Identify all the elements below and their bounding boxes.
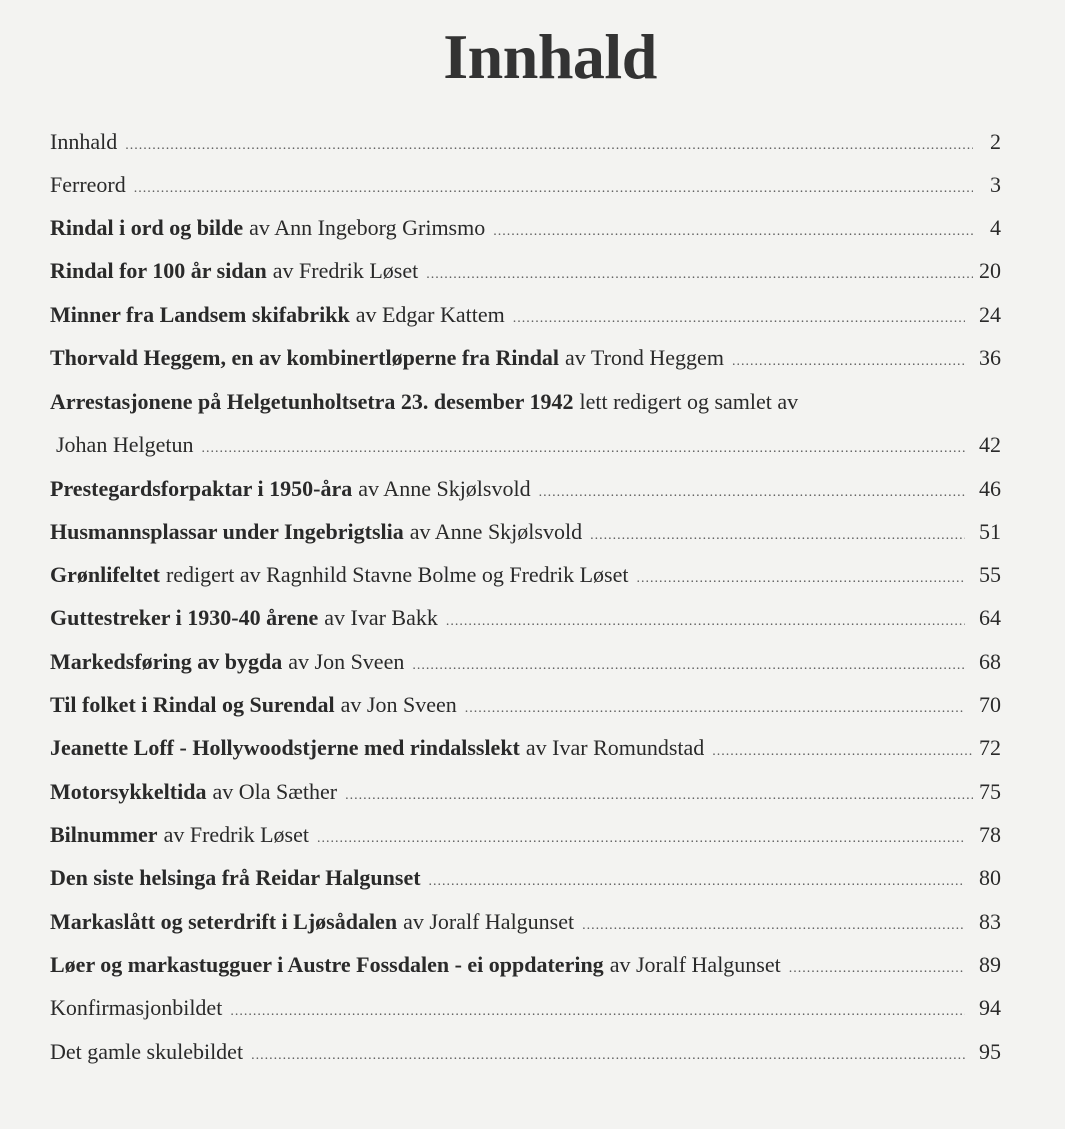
entry-page-number: 42 [979, 432, 1001, 457]
entry-page-number: 78 [979, 822, 1001, 847]
toc-entry [50, 905, 1001, 939]
toc-entry [50, 775, 1001, 809]
dot-leader [345, 779, 973, 813]
entry-page-number: 70 [979, 692, 1001, 717]
dot-leader [539, 476, 965, 510]
entry-title: Løer og markastugguer i Austre Fossdalen - ei oppdatering [50, 952, 604, 977]
entry-page-number: 4 [990, 215, 1001, 240]
entry-title: Bilnummer [50, 822, 158, 847]
entry-title: Ferreord [50, 172, 126, 197]
dot-leader [134, 172, 973, 206]
entry-author: av Jon Sveen [340, 692, 457, 717]
entry-page-number: 3 [990, 172, 1001, 197]
entry-author: av Anne Skjølsvold [358, 476, 531, 501]
entry-page-number: 75 [979, 779, 1001, 804]
dot-leader [412, 649, 965, 683]
entry-page-number: 83 [979, 909, 1001, 934]
entry-page-number: 2 [990, 129, 1001, 154]
entry-title: Rindal for 100 år sidan [50, 258, 267, 283]
toc-entry [50, 688, 1001, 722]
entry-title: Den siste helsinga frå Reidar Halgunset [50, 865, 421, 890]
toc-entry [50, 472, 1001, 506]
entry-author: av Joralf Halgunset [609, 952, 781, 977]
entry-page-number: 95 [979, 1039, 1001, 1064]
toc-entry [50, 385, 1001, 419]
entry-title: Prestegardsforpaktar i 1950-åra [50, 476, 353, 501]
entry-page-number: 24 [979, 302, 1001, 327]
entry-author: av Fredrik Løset [272, 258, 419, 283]
entry-author: av Edgar Kattem [355, 302, 505, 327]
dot-leader [636, 562, 965, 596]
dot-leader [429, 865, 965, 899]
dot-leader [446, 605, 965, 639]
entry-page-number: 36 [979, 345, 1001, 370]
entry-title: Guttestreker i 1930-40 årene [50, 605, 319, 630]
dot-leader [125, 129, 973, 163]
entry-page-number: 20 [979, 258, 1001, 283]
entry-author: av Ivar Bakk [324, 605, 438, 630]
entry-title: Grønlifeltet [50, 562, 160, 587]
toc-entry-continuation [56, 428, 1001, 462]
toc-entry [50, 341, 1001, 375]
toc-entry [50, 861, 1001, 895]
toc-entry [50, 731, 1001, 765]
entry-title: Rindal i ord og bilde [50, 215, 244, 240]
toc-entry [50, 168, 1001, 202]
entry-author: av Anne Skjølsvold [409, 519, 583, 544]
entry-title: Innhald [50, 129, 118, 154]
entry-author: av Ivar Romundstad [525, 735, 705, 760]
entry-page-number: 68 [979, 649, 1001, 674]
dot-leader [426, 258, 973, 292]
entry-title: Husmannsplassar under Ingebrigtslia [50, 519, 404, 544]
dot-leader [582, 909, 965, 943]
entry-title: Markedsføring av bygda [50, 649, 283, 674]
toc-entry [50, 948, 1001, 982]
entry-page-number: 72 [979, 735, 1001, 760]
entry-page-number: 51 [979, 519, 1001, 544]
entry-title: Konfirmasjonbildet [50, 995, 223, 1020]
dot-leader [789, 952, 965, 986]
entry-page-number: 55 [979, 562, 1001, 587]
entry-author: av Ola Sæther [212, 779, 338, 804]
dot-leader [513, 302, 965, 336]
entry-page-number: 46 [979, 476, 1001, 501]
entry-author: Johan Helgetun [56, 432, 194, 457]
toc-entry [50, 125, 1001, 159]
entry-title: Motorsykkeltida [50, 779, 207, 804]
toc-entry [50, 515, 1001, 549]
entry-title: Det gamle skulebildet [50, 1039, 244, 1064]
toc-entry [50, 254, 1001, 288]
entry-author: av Ann Ingeborg Grimsmo [249, 215, 486, 240]
entry-title: Thorvald Heggem, en av kombinertløperne fra Rindal [50, 345, 560, 370]
entry-author: redigert av Ragnhild Stavne Bolme og Fredrik Løset [165, 562, 629, 587]
dot-leader [317, 822, 965, 856]
toc-entry [50, 1035, 1001, 1069]
entry-title: Til folket i Rindal og Surendal [50, 692, 335, 717]
toc-entry [50, 211, 1001, 245]
entry-title: Minner fra Landsem skifabrikk [50, 302, 350, 327]
entry-title: Jeanette Loff - Hollywoodstjerne med rindalsslekt [50, 735, 520, 760]
entry-author: lett redigert og samlet av [579, 389, 799, 414]
entry-page-number: 89 [979, 952, 1001, 977]
entry-page-number: 64 [979, 605, 1001, 630]
dot-leader [732, 345, 965, 379]
dot-leader [230, 995, 965, 1029]
page-title: Innhald [443, 21, 657, 92]
dot-leader [590, 519, 965, 553]
toc-entry [50, 645, 1001, 679]
dot-leader [201, 432, 965, 466]
toc-entry [50, 558, 1001, 592]
toc-entry [50, 818, 1001, 852]
toc-entry [50, 298, 1001, 332]
dot-leader [712, 735, 973, 769]
entry-page-number: 80 [979, 865, 1001, 890]
entry-author: av Trond Heggem [565, 345, 724, 370]
entry-title: Markaslått og seterdrift i Ljøsådalen [50, 909, 398, 934]
toc-entry [50, 991, 1001, 1025]
entry-author: av Joralf Halgunset [403, 909, 575, 934]
entry-title: Arrestasjonene på Helgetunholtsetra 23. desember 1942 [50, 389, 574, 414]
dot-leader [251, 1039, 965, 1073]
toc-entry [50, 601, 1001, 635]
entry-author: av Jon Sveen [288, 649, 405, 674]
entry-author: av Fredrik Løset [163, 822, 309, 847]
dot-leader [493, 215, 973, 249]
entry-page-number: 94 [979, 995, 1001, 1020]
dot-leader [465, 692, 965, 726]
